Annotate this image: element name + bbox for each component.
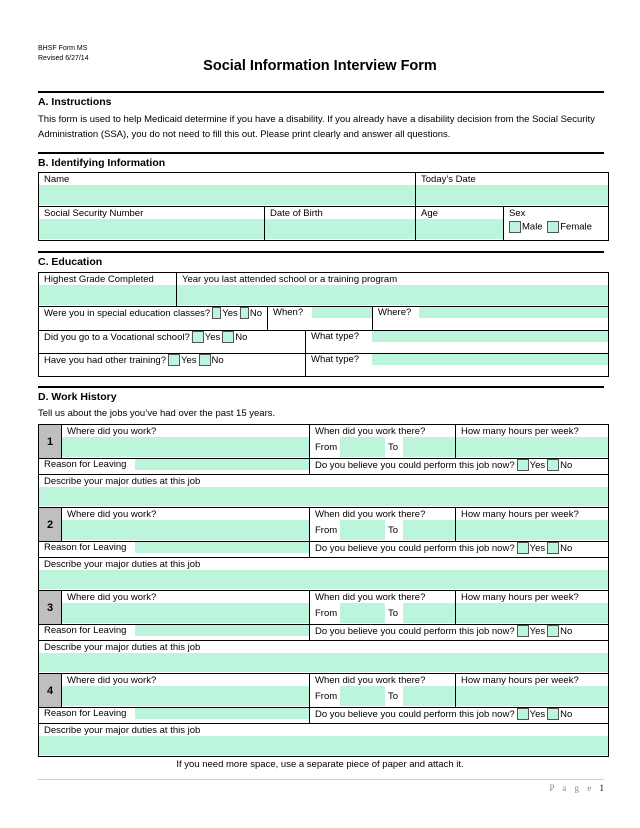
other-training-yes-label: Yes	[181, 354, 197, 366]
female-checkbox[interactable]	[547, 221, 559, 233]
perform-no-label: No	[560, 625, 573, 637]
page-number-value: 1	[599, 783, 604, 793]
job-number-value: 1	[46, 435, 54, 448]
perform-label: Do you believe you could perform this job now?	[315, 542, 515, 554]
perform-no-label: No	[560, 459, 573, 471]
to-field[interactable]	[403, 603, 455, 623]
hours-field[interactable]	[456, 520, 608, 540]
where-work-label: Where did you work?	[67, 509, 157, 520]
perform-no-label: No	[560, 708, 573, 720]
job-number-value: 2	[46, 518, 54, 531]
training-type-field[interactable]	[372, 354, 608, 365]
from-label: From	[315, 441, 338, 453]
hours-label: How many hours per week?	[461, 509, 579, 520]
hours-label: How many hours per week?	[461, 675, 579, 686]
perform-no-checkbox[interactable]	[547, 542, 559, 554]
to-label: To	[388, 524, 399, 536]
when-work-label: When did you work there?	[315, 509, 426, 520]
highest-grade-label: Highest Grade Completed	[44, 274, 154, 285]
where-work-field[interactable]	[62, 686, 309, 706]
to-field[interactable]	[403, 686, 455, 706]
where-work-label: Where did you work?	[67, 426, 157, 437]
section-rule	[38, 91, 604, 93]
special-ed-no-checkbox[interactable]	[240, 307, 249, 319]
perform-yes-checkbox[interactable]	[517, 625, 529, 637]
work-history-intro: Tell us about the jobs you’ve had over the past 15 years.	[38, 408, 276, 419]
duties-field[interactable]	[39, 653, 608, 672]
section-rule	[38, 386, 604, 388]
year-attended-label: Year you last attended school or a training program	[182, 274, 398, 285]
vocational-type-field[interactable]	[372, 331, 608, 342]
hours-field[interactable]	[456, 437, 608, 457]
when-work-label: When did you work there?	[315, 426, 426, 437]
duties-label: Describe your major duties at this job	[44, 725, 201, 736]
when-work-label: When did you work there?	[315, 675, 426, 686]
duties-field[interactable]	[39, 487, 608, 506]
reason-label: Reason for Leaving	[44, 625, 127, 636]
reason-field[interactable]	[135, 708, 309, 719]
todays-date-label: Today’s Date	[421, 174, 476, 185]
when-work-label: When did you work there?	[315, 592, 426, 603]
vocational-label: Did you go to a Vocational school?	[44, 331, 190, 343]
hours-field[interactable]	[456, 686, 608, 706]
female-label: Female	[560, 221, 592, 233]
footer-note: If you need more space, use a separate piece of paper and attach it.	[176, 759, 464, 770]
perform-yes-checkbox[interactable]	[517, 459, 529, 471]
perform-no-label: No	[560, 542, 573, 554]
perform-no-checkbox[interactable]	[547, 625, 559, 637]
section-c-heading: C. Education	[38, 256, 103, 268]
other-training-no-label: No	[211, 354, 224, 366]
hours-label: How many hours per week?	[461, 426, 579, 437]
male-label: Male	[522, 221, 543, 233]
other-training-yes-checkbox[interactable]	[168, 354, 180, 366]
from-field[interactable]	[340, 603, 385, 623]
job-number-value: 3	[46, 601, 54, 614]
reason-label: Reason for Leaving	[44, 459, 127, 470]
section-rule	[38, 251, 604, 253]
hours-field[interactable]	[456, 603, 608, 623]
where-label: Where?	[378, 307, 412, 318]
reason-field[interactable]	[135, 542, 309, 553]
duties-label: Describe your major duties at this job	[44, 642, 201, 653]
where-work-label: Where did you work?	[67, 592, 157, 603]
duties-label: Describe your major duties at this job	[44, 559, 201, 570]
section-rule	[38, 152, 604, 154]
ssn-label: Social Security Number	[44, 208, 144, 219]
perform-yes-checkbox[interactable]	[517, 542, 529, 554]
name-field[interactable]	[39, 185, 415, 205]
dob-field[interactable]	[265, 219, 415, 239]
other-training-no-checkbox[interactable]	[199, 354, 211, 366]
perform-yes-checkbox[interactable]	[517, 708, 529, 720]
job-entry-3	[38, 590, 609, 674]
from-label: From	[315, 607, 338, 619]
form-title: Social Information Interview Form	[203, 58, 437, 74]
hours-label: How many hours per week?	[461, 592, 579, 603]
form-revised: Revised 6/27/14	[38, 55, 89, 62]
section-b-heading: B. Identifying Information	[38, 157, 166, 169]
from-field[interactable]	[340, 686, 385, 706]
footer-rule	[38, 779, 604, 780]
perform-label: Do you believe you could perform this job now?	[315, 708, 515, 720]
special-ed-yes-label: Yes	[222, 307, 238, 319]
job-number	[39, 508, 62, 542]
to-label: To	[388, 441, 399, 453]
perform-label: Do you believe you could perform this job now?	[315, 459, 515, 471]
ssn-field[interactable]	[39, 219, 264, 239]
section-a-heading: A. Instructions	[38, 96, 112, 108]
job-entry-2	[38, 507, 609, 591]
to-field[interactable]	[403, 520, 455, 540]
where-field[interactable]	[419, 307, 608, 318]
duties-field[interactable]	[39, 570, 608, 589]
training-type-label: What type?	[311, 354, 360, 365]
job-entry-4	[38, 673, 609, 757]
duties-label: Describe your major duties at this job	[44, 476, 201, 487]
vocational-no-label: No	[235, 331, 248, 343]
identifying-table	[38, 172, 609, 241]
sex-label: Sex	[509, 208, 526, 219]
special-ed-label: Were you in special education classes?	[44, 307, 211, 319]
job-number	[39, 674, 62, 708]
other-training-label: Have you had other training?	[44, 354, 166, 366]
vocational-yes-label: Yes	[204, 331, 221, 343]
to-label: To	[388, 690, 399, 702]
reason-label: Reason for Leaving	[44, 542, 127, 553]
age-label: Age	[421, 208, 438, 219]
perform-yes-label: Yes	[529, 459, 546, 471]
from-field[interactable]	[340, 520, 385, 540]
when-field[interactable]	[312, 307, 372, 318]
dob-label: Date of Birth	[270, 208, 323, 219]
job-entry-1	[38, 424, 609, 508]
perform-no-checkbox[interactable]	[547, 708, 559, 720]
from-label: From	[315, 690, 338, 702]
job-number	[39, 425, 62, 459]
from-label: From	[315, 524, 338, 536]
section-d-heading: D. Work History	[38, 391, 117, 403]
vocational-no-checkbox[interactable]	[222, 331, 234, 343]
male-checkbox[interactable]	[509, 221, 521, 233]
name-label: Name	[44, 174, 70, 185]
duties-field[interactable]	[39, 736, 608, 755]
year-attended-field[interactable]	[177, 285, 608, 305]
special-ed-no-label: No	[249, 307, 262, 319]
reason-label: Reason for Leaving	[44, 708, 127, 719]
job-number	[39, 591, 62, 625]
perform-yes-label: Yes	[529, 625, 546, 637]
reason-field[interactable]	[135, 625, 309, 636]
where-work-field[interactable]	[62, 437, 309, 457]
perform-no-checkbox[interactable]	[547, 459, 559, 471]
special-ed-yes-checkbox[interactable]	[212, 307, 221, 319]
perform-label: Do you believe you could perform this job now?	[315, 625, 515, 637]
where-work-field[interactable]	[62, 520, 309, 540]
to-label: To	[388, 607, 399, 619]
reason-field[interactable]	[135, 459, 309, 470]
vocational-yes-checkbox[interactable]	[192, 331, 204, 343]
age-field[interactable]	[416, 219, 503, 239]
page-number	[549, 783, 604, 793]
where-work-label: Where did you work?	[67, 675, 157, 686]
highest-grade-field[interactable]	[39, 285, 176, 305]
page-label: P a g e	[549, 783, 595, 793]
todays-date-field[interactable]	[416, 185, 608, 205]
when-label: When?	[273, 307, 304, 318]
job-number-value: 4	[46, 684, 54, 697]
where-work-field[interactable]	[62, 603, 309, 623]
perform-yes-label: Yes	[529, 708, 546, 720]
form-id: BHSF Form MS	[38, 45, 88, 52]
to-field[interactable]	[403, 437, 455, 457]
perform-yes-label: Yes	[529, 542, 546, 554]
education-table	[38, 272, 609, 377]
instructions-text: This form is used to help Medicaid determine if you have a disability. If you already have a disability decision from the Social Security Administration (SSA), you do not need to fill this out. Please print clearly and answer all questions.	[38, 114, 595, 140]
vocational-type-label: What type?	[311, 331, 360, 342]
from-field[interactable]	[340, 437, 385, 457]
